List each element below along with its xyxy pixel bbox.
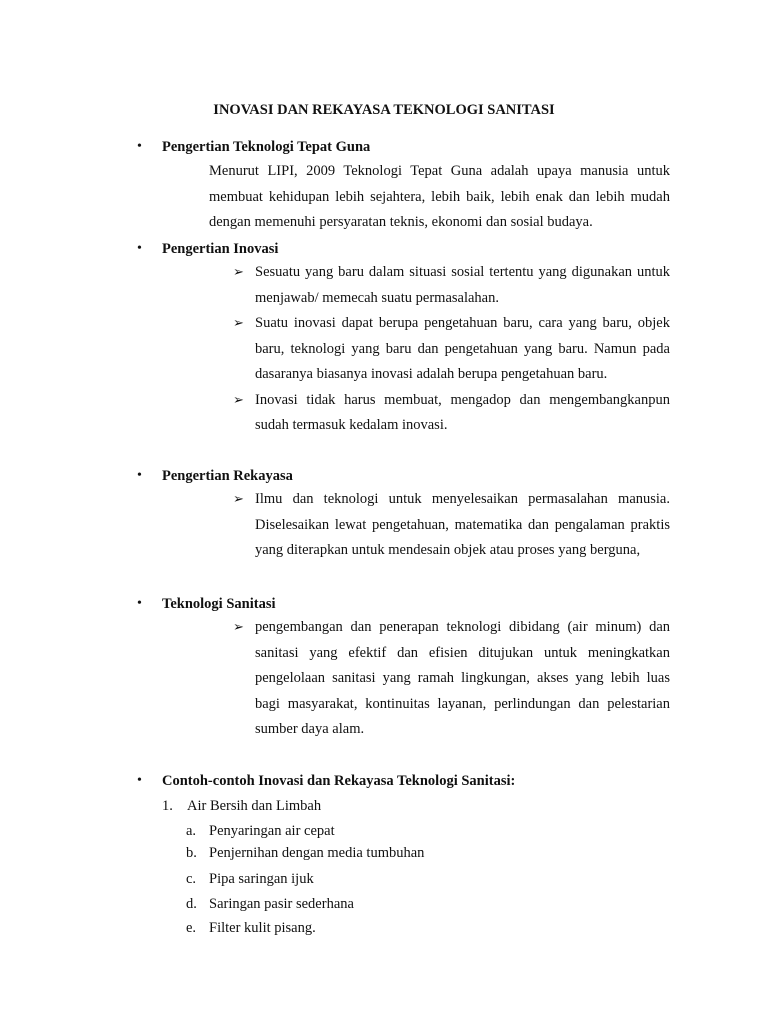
lettered-item-text: Pipa saringan ijuk <box>209 871 314 887</box>
arrow-list-item <box>233 487 670 564</box>
section-heading-row <box>0 239 768 259</box>
lettered-item-marker: b. <box>186 845 197 861</box>
lettered-item-text: Saringan pasir sederhana <box>209 896 354 912</box>
lettered-item-marker: a. <box>186 823 197 839</box>
arrow-item-text: Sesuatu yang baru dalam situasi sosial tertentu yang digunakan untuk menjawab/ memecah suatu permasalahan. <box>255 264 670 306</box>
lettered-item-marker: d. <box>186 896 197 912</box>
section-rekayasa <box>0 466 768 564</box>
arrow-item-text: Suatu inovasi dapat berupa pengetahuan baru, cara yang baru, objek baru, teknologi yang baru dan pengetahuan yang baru. Namun pada dasaranya biasanya inovasi adalah berupa pengetahuan baru. <box>255 315 670 382</box>
lettered-item-text: Filter kulit pisang. <box>209 920 316 936</box>
arrow-list-item <box>233 260 670 311</box>
arrow-bullet-icon: ➢ <box>233 265 244 280</box>
section-heading: Contoh-contoh Inovasi dan Rekayasa Teknologi Sanitasi: <box>162 773 516 789</box>
numbered-item-marker: 1. <box>162 798 173 814</box>
lettered-item-marker: e. <box>186 920 197 936</box>
bullet-icon: • <box>137 241 142 256</box>
bullet-icon: • <box>137 773 142 788</box>
section-heading-row <box>0 771 768 791</box>
lettered-item-text: Penjernihan dengan media tumbuhan <box>209 845 425 861</box>
arrow-list <box>0 615 768 743</box>
arrow-item-text: Ilmu dan teknologi untuk menyelesaikan permasalahan manusia. Diselesaikan lewat pengetahuan, matematika dan pengalaman praktis yang diterapkan untuk mendesain objek atau proses yang berguna, <box>255 491 670 558</box>
bullet-icon: • <box>137 596 142 611</box>
arrow-bullet-icon: ➢ <box>233 316 244 331</box>
section-heading: Pengertian Rekayasa <box>162 468 293 484</box>
lettered-item <box>0 894 768 914</box>
section-heading-row <box>0 137 768 157</box>
arrow-bullet-icon: ➢ <box>233 620 244 635</box>
section-heading: Teknologi Sanitasi <box>162 596 276 612</box>
arrow-list-item <box>233 388 670 439</box>
lettered-item <box>0 869 768 889</box>
section-paragraph: Menurut LIPI, 2009 Teknologi Tepat Guna adalah upaya manusia untuk membuat kehidupan lebih sejahtera, lebih baik, lebih enak dan lebih mudah dengan memenuhi persyaratan teknis, ekonomi dan sosial budaya. <box>209 163 670 230</box>
arrow-bullet-icon: ➢ <box>233 492 244 507</box>
arrow-list-item <box>233 615 670 743</box>
arrow-item-text: pengembangan dan penerapan teknologi dibidang (air minum) dan sanitasi yang efektif dan efisien ditujukan untuk meningkatkan pengelolaan sanitasi yang ramah lingkungan, akses yang lebih luas bagi masyarakat, kontinuitas layanan, perlindungan dan pelestarian sumber daya alam. <box>255 619 670 737</box>
lettered-item-marker: c. <box>186 871 197 887</box>
section-teknologi-tepat-guna <box>0 137 768 236</box>
bullet-icon: • <box>137 139 142 154</box>
arrow-list <box>0 260 768 439</box>
section-heading: Pengertian Teknologi Tepat Guna <box>162 139 371 155</box>
lettered-item <box>0 843 768 863</box>
lettered-item <box>0 918 768 938</box>
numbered-item <box>0 795 768 817</box>
numbered-item-label: Air Bersih dan Limbah <box>187 798 322 814</box>
lettered-item <box>0 821 768 841</box>
section-inovasi <box>0 239 768 439</box>
bullet-icon: • <box>137 468 142 483</box>
arrow-list <box>0 487 768 564</box>
arrow-item-text: Inovasi tidak harus membuat, mengadop dan mengembangkanpun sudah termasuk kedalam inovasi. <box>255 391 670 433</box>
section-teknologi-sanitasi <box>0 594 768 743</box>
section-contoh <box>0 771 768 817</box>
lettered-item-text: Penyaringan air cepat <box>209 823 335 839</box>
arrow-list-item <box>233 311 670 388</box>
section-heading-row <box>0 594 768 614</box>
section-heading: Pengertian Inovasi <box>162 241 279 257</box>
document-title: INOVASI DAN REKAYASA TEKNOLOGI SANITASI <box>213 102 555 118</box>
arrow-bullet-icon: ➢ <box>233 392 244 408</box>
section-heading-row <box>0 466 768 486</box>
